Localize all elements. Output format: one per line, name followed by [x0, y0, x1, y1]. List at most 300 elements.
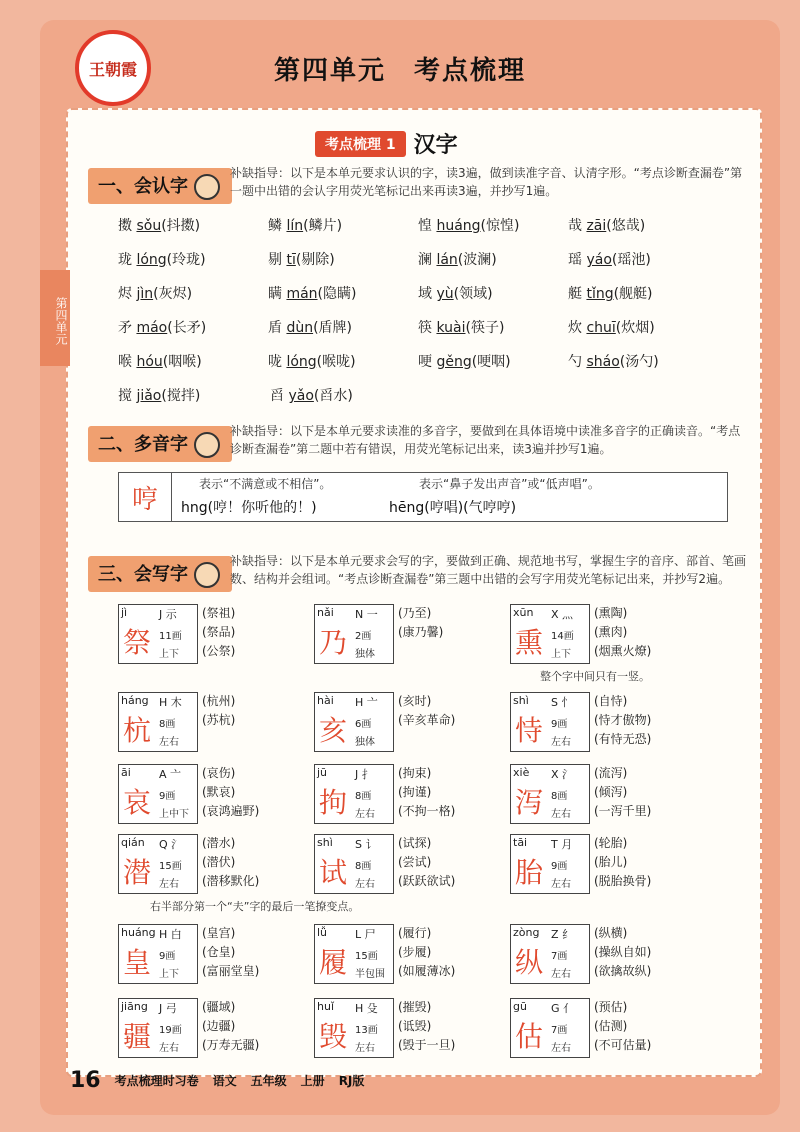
recognize-pinyin: yǎo	[288, 388, 314, 404]
recognize-word: (筷子)	[465, 320, 505, 336]
char-strokes: 15画	[355, 951, 378, 962]
char-seq-radical: H 殳	[355, 1002, 378, 1015]
char-glyph: 泻	[515, 786, 544, 819]
recognize-row	[118, 276, 718, 310]
grade: 五年级	[250, 1074, 287, 1088]
char-pinyin: zòng	[513, 926, 540, 939]
char-card	[118, 998, 198, 1058]
char-pinyin: hài	[317, 694, 334, 707]
char-words	[202, 924, 312, 981]
recognize-row	[118, 242, 718, 276]
note-qian: 右半部分第一个“夫”字的最后一笔撩变点。	[150, 900, 360, 913]
write-item	[118, 692, 308, 752]
recognize-char: 哽	[418, 354, 432, 370]
char-strokes: 8画	[355, 791, 372, 802]
recognize-item	[270, 385, 422, 405]
write-word: (仓皇)	[202, 945, 236, 959]
note-xun: 整个字中间只有一竖。	[540, 670, 650, 683]
section-write-tag: 三、会写字	[88, 556, 232, 592]
write-word: (祭品)	[202, 625, 236, 639]
write-word: (潜移默化)	[202, 874, 260, 888]
section-recognize-tag: 一、会认字	[88, 168, 232, 204]
recognize-char: 矛	[118, 320, 132, 336]
write-word: (康乃馨)	[398, 625, 444, 639]
recognize-word: (咽喉)	[162, 354, 202, 370]
char-pinyin: qián	[121, 836, 145, 849]
write-word: (摧毁)	[398, 1000, 432, 1014]
recognize-word: (领域)	[453, 286, 493, 302]
recognize-item	[418, 215, 568, 235]
recognize-word: (哽咽)	[471, 354, 511, 370]
recognize-char: 盾	[268, 320, 282, 336]
char-words	[594, 834, 704, 891]
write-item	[118, 834, 308, 894]
char-pinyin: háng	[121, 694, 149, 707]
recognize-pinyin: hóu	[136, 354, 163, 370]
recognize-item	[118, 351, 268, 371]
recognize-char: 搅	[118, 388, 132, 404]
recognize-pinyin: sháo	[586, 354, 620, 370]
write-word: (万寿无疆)	[202, 1038, 260, 1052]
recognize-item	[568, 215, 718, 235]
write-item	[510, 604, 700, 664]
char-glyph: 哀	[123, 786, 152, 819]
char-card	[510, 692, 590, 752]
recognize-word: (舀水)	[313, 388, 353, 404]
char-pinyin: tāi	[513, 836, 528, 849]
write-word: (试探)	[398, 836, 432, 850]
write-item	[118, 764, 308, 824]
recognize-pinyin: dùn	[286, 320, 314, 336]
char-card	[314, 834, 394, 894]
char-structure: 左右	[551, 1043, 571, 1054]
char-seq-radical: H 白	[159, 928, 182, 941]
char-strokes: 9画	[551, 719, 568, 730]
char-words	[398, 604, 508, 642]
recognize-word: (鳞片)	[303, 218, 343, 234]
char-glyph: 胎	[515, 856, 544, 889]
recognize-pinyin: chuī	[586, 320, 616, 336]
recognize-word: (长矛)	[167, 320, 207, 336]
recognize-item	[268, 249, 418, 269]
char-pinyin: huǐ	[317, 1000, 334, 1013]
char-strokes: 11画	[159, 631, 182, 642]
char-glyph: 试	[319, 856, 348, 889]
write-item	[314, 998, 504, 1058]
char-pinyin: jū	[317, 766, 328, 779]
char-glyph: 祭	[123, 626, 152, 659]
write-word: (尝试)	[398, 855, 432, 869]
write-item	[314, 692, 504, 752]
recognize-pinyin: máo	[136, 320, 168, 336]
recognize-item	[118, 215, 268, 235]
char-pinyin: xiè	[513, 766, 530, 779]
write-word: (自恃)	[594, 694, 628, 708]
write-word: (拘束)	[398, 766, 432, 780]
recognize-item	[418, 351, 568, 371]
write-word: (边疆)	[202, 1019, 236, 1033]
recognize-item	[118, 249, 268, 269]
char-card	[314, 924, 394, 984]
recognize-char: 瑶	[568, 252, 582, 268]
char-glyph: 纵	[515, 946, 544, 979]
char-card	[314, 692, 394, 752]
char-pinyin: xūn	[513, 606, 534, 619]
char-seq-radical: J 弓	[159, 1002, 177, 1015]
char-structure: 半包围	[355, 969, 385, 980]
edition: RJ版	[338, 1074, 365, 1088]
kp-badge: 考点梳理 1	[315, 131, 406, 157]
write-item	[118, 998, 308, 1058]
char-words	[398, 692, 508, 730]
char-strokes: 14画	[551, 631, 574, 642]
recognize-row	[118, 378, 718, 412]
char-words	[594, 998, 704, 1055]
side-tab: 第四单元	[40, 270, 70, 366]
recognize-pinyin: jiǎo	[136, 388, 162, 404]
recognize-item	[268, 351, 418, 371]
kp-title	[315, 128, 458, 159]
char-seq-radical: Q 氵	[159, 838, 183, 851]
char-card	[314, 998, 394, 1058]
char-strokes: 9画	[551, 861, 568, 872]
char-words	[202, 834, 312, 891]
recognize-char: 炊	[568, 320, 582, 336]
write-word: (不拘一格)	[398, 804, 456, 818]
recognize-item	[418, 283, 568, 303]
char-card	[314, 604, 394, 664]
write-word: (倾泻)	[594, 785, 628, 799]
recognize-item	[118, 283, 268, 303]
recognize-list	[118, 208, 718, 412]
char-structure: 左右	[159, 1043, 179, 1054]
section-write-hint: 补缺指导：以下是本单元要求会写的字，要做到正确、规范地书写，掌握生字的音序、部首、笔画数、结构并会组词。“考点诊断查漏卷”第三题中出错的会写字用荧光笔标记出来，并抄写2遍。	[230, 554, 747, 586]
write-word: (预估)	[594, 1000, 628, 1014]
char-structure: 上中下	[159, 809, 189, 820]
char-card	[510, 604, 590, 664]
char-structure: 左右	[551, 737, 571, 748]
char-structure: 左右	[355, 879, 375, 890]
recognize-char: 舀	[270, 388, 284, 404]
write-item	[314, 834, 504, 894]
char-strokes: 15画	[159, 861, 182, 872]
recognize-item	[268, 215, 418, 235]
write-item	[314, 764, 504, 824]
char-seq-radical: S 忄	[551, 696, 573, 709]
recognize-pinyin: huáng	[436, 218, 481, 234]
char-glyph: 估	[515, 1020, 544, 1053]
write-word: (欲擒故纵)	[594, 964, 652, 978]
char-glyph: 熏	[515, 626, 544, 659]
recognize-char: 瞒	[268, 286, 282, 302]
recognize-char: 勺	[568, 354, 582, 370]
write-word: (有恃无恐)	[594, 732, 652, 746]
char-seq-radical: L 尸	[355, 928, 376, 941]
write-word: (富丽堂皇)	[202, 964, 260, 978]
char-card	[118, 764, 198, 824]
char-card	[510, 998, 590, 1058]
write-item	[510, 692, 700, 752]
write-word: (熏肉)	[594, 625, 628, 639]
write-word: (不可估量)	[594, 1038, 652, 1052]
recognize-char: 域	[418, 286, 432, 302]
recognize-char: 烬	[118, 286, 132, 302]
recognize-item	[568, 351, 718, 371]
char-glyph: 拘	[319, 786, 348, 819]
recognize-pinyin: tǐng	[586, 286, 614, 302]
char-glyph: 杭	[123, 714, 152, 747]
write-word: (亥时)	[398, 694, 432, 708]
write-item	[118, 604, 308, 664]
char-pinyin: shì	[513, 694, 529, 707]
recognize-item	[118, 317, 268, 337]
volume: 上册	[300, 1074, 325, 1088]
char-strokes: 6画	[355, 719, 372, 730]
recognize-item	[568, 249, 718, 269]
char-structure: 左右	[355, 1043, 375, 1054]
recognize-pinyin: lán	[436, 252, 458, 268]
write-word: (操纵自如)	[594, 945, 652, 959]
char-structure: 上下	[159, 649, 179, 660]
recognize-char: 咙	[268, 354, 282, 370]
char-card	[510, 764, 590, 824]
recognize-char: 剔	[268, 252, 282, 268]
recognize-item	[418, 249, 568, 269]
char-glyph: 皇	[123, 946, 152, 979]
recognize-pinyin: yù	[436, 286, 454, 302]
recognize-pinyin: yáo	[586, 252, 612, 268]
recognize-char: 惶	[418, 218, 432, 234]
write-item	[510, 764, 700, 824]
recognize-row	[118, 344, 718, 378]
recognize-word: (瑶池)	[611, 252, 651, 268]
recognize-char: 澜	[418, 252, 432, 268]
char-seq-radical: J 示	[159, 608, 177, 621]
recognize-item	[268, 317, 418, 337]
recognize-item	[568, 317, 718, 337]
write-word: (流泻)	[594, 766, 628, 780]
char-pinyin: huáng	[121, 926, 156, 939]
recognize-pinyin: lóng	[286, 354, 317, 370]
recognize-row	[118, 310, 718, 344]
write-word: (拘谨)	[398, 785, 432, 799]
recognize-row	[118, 208, 718, 242]
char-pinyin: nǎi	[317, 606, 334, 619]
char-words	[202, 692, 312, 730]
recognize-char: 鳞	[268, 218, 282, 234]
brand-logo: 王朝霞	[75, 30, 151, 106]
char-strokes: 13画	[355, 1025, 378, 1036]
char-strokes: 19画	[159, 1025, 182, 1036]
char-structure: 左右	[159, 879, 179, 890]
recognize-char: 筷	[418, 320, 432, 336]
char-words	[202, 998, 312, 1055]
write-item	[510, 834, 700, 894]
poly-note-1: 表示“不满意或不相信”。	[199, 477, 332, 491]
char-words	[398, 764, 508, 821]
recognize-word: (喉咙)	[316, 354, 356, 370]
write-word: (步履)	[398, 945, 432, 959]
cartoon-icon	[194, 432, 220, 458]
char-strokes: 8画	[551, 791, 568, 802]
recognize-word: (搅拌)	[161, 388, 201, 404]
char-structure: 左右	[551, 969, 571, 980]
char-words	[398, 924, 508, 981]
char-glyph: 疆	[123, 1020, 152, 1053]
char-seq-radical: Z 纟	[551, 928, 574, 941]
recognize-char: 喉	[118, 354, 132, 370]
char-structure: 上下	[159, 969, 179, 980]
recognize-pinyin: zāi	[586, 218, 607, 234]
recognize-word: (抖擞)	[161, 218, 201, 234]
char-glyph: 乃	[319, 626, 348, 659]
char-glyph: 潜	[123, 856, 152, 889]
char-words	[202, 604, 312, 661]
char-pinyin: jiāng	[121, 1000, 148, 1013]
recognize-item	[418, 317, 568, 337]
recognize-pinyin: lín	[286, 218, 304, 234]
recognize-word: (悠哉)	[606, 218, 646, 234]
write-item	[510, 998, 700, 1058]
char-card	[510, 924, 590, 984]
write-word: (哀伤)	[202, 766, 236, 780]
char-words	[594, 604, 704, 661]
polyphonic-char: 哼	[119, 473, 172, 521]
write-word: (乃至)	[398, 606, 432, 620]
section-poly-tag: 二、多音字	[88, 426, 232, 462]
write-word: (估测)	[594, 1019, 628, 1033]
poly-entry-2: hēng(哼唱)(气哼哼)	[389, 500, 517, 516]
char-structure: 左右	[551, 809, 571, 820]
write-word: (烟熏火燎)	[594, 644, 652, 658]
write-word: (默哀)	[202, 785, 236, 799]
char-seq-radical: J 扌	[355, 768, 373, 781]
char-card	[118, 924, 198, 984]
recognize-pinyin: tī	[286, 252, 296, 268]
char-card	[118, 604, 198, 664]
subject: 语文	[212, 1074, 237, 1088]
char-seq-radical: X 氵	[551, 768, 574, 781]
write-word: (哀鸿遍野)	[202, 804, 260, 818]
write-word: (恃才傲物)	[594, 713, 652, 727]
recognize-char: 哉	[568, 218, 582, 234]
char-pinyin: jì	[121, 606, 128, 619]
char-strokes: 8画	[355, 861, 372, 872]
recognize-item	[118, 385, 270, 405]
recognize-word: (舰艇)	[613, 286, 653, 302]
kp-subtitle: 汉字	[413, 133, 458, 158]
write-word: (潜伏)	[202, 855, 236, 869]
recognize-word: (玲珑)	[166, 252, 206, 268]
char-glyph: 毁	[319, 1020, 348, 1053]
recognize-word: (盾牌)	[313, 320, 353, 336]
char-seq-radical: N 一	[355, 608, 378, 621]
write-word: (苏杭)	[202, 713, 236, 727]
char-seq-radical: H 木	[159, 696, 182, 709]
write-word: (公祭)	[202, 644, 236, 658]
char-card	[118, 834, 198, 894]
char-words	[594, 692, 704, 749]
char-glyph: 恃	[515, 714, 544, 747]
char-words	[594, 924, 704, 981]
write-word: (疆域)	[202, 1000, 236, 1014]
char-seq-radical: H 亠	[355, 696, 378, 709]
recognize-char: 珑	[118, 252, 132, 268]
char-card	[314, 764, 394, 824]
char-glyph: 亥	[319, 714, 348, 747]
char-seq-radical: T 月	[551, 838, 573, 851]
recognize-item	[568, 283, 718, 303]
write-word: (一泻千里)	[594, 804, 652, 818]
page-number: 16	[70, 1068, 101, 1093]
cartoon-icon	[194, 174, 220, 200]
recognize-word: (炊烟)	[615, 320, 655, 336]
char-pinyin: āi	[121, 766, 131, 779]
write-item	[118, 924, 308, 984]
polyphonic-box	[118, 472, 728, 522]
recognize-word: (隐瞒)	[317, 286, 357, 302]
char-strokes: 9画	[159, 791, 176, 802]
write-word: (履行)	[398, 926, 432, 940]
write-word: (胎儿)	[594, 855, 628, 869]
write-word: (轮胎)	[594, 836, 628, 850]
char-seq-radical: A 亠	[159, 768, 182, 781]
book-name: 考点梳理时习卷	[114, 1074, 199, 1088]
recognize-pinyin: mán	[286, 286, 318, 302]
cartoon-icon	[194, 562, 220, 588]
section-poly-hint: 补缺指导：以下是本单元要求读准的多音字，要做到在具体语境中读准多音字的正确读音。“考点诊断查漏卷”第二题中若有错误，用荧光笔标记出来，读3遍并抄写1遍。	[230, 424, 741, 456]
char-seq-radical: X 灬	[551, 608, 574, 621]
char-strokes: 9画	[159, 951, 176, 962]
write-word: (潜水)	[202, 836, 236, 850]
char-words	[398, 998, 508, 1055]
char-strokes: 2画	[355, 631, 372, 642]
unit-title: 第四单元 考点梳理	[273, 56, 526, 86]
write-word: (跃跃欲试)	[398, 874, 456, 888]
char-pinyin: gū	[513, 1000, 527, 1013]
char-structure: 独体	[355, 737, 375, 748]
recognize-word: (灰烬)	[153, 286, 193, 302]
recognize-word: (汤勺)	[619, 354, 659, 370]
recognize-pinyin: sǒu	[136, 218, 162, 234]
write-word: (毁于一旦)	[398, 1038, 456, 1052]
write-word: (如履薄冰)	[398, 964, 456, 978]
char-strokes: 7画	[551, 1025, 568, 1036]
char-words	[202, 764, 312, 821]
write-word: (诋毁)	[398, 1019, 432, 1033]
write-word: (杭州)	[202, 694, 236, 708]
char-card	[118, 692, 198, 752]
char-pinyin: shì	[317, 836, 333, 849]
char-card	[510, 834, 590, 894]
char-seq-radical: S 讠	[355, 838, 377, 851]
char-pinyin: lǚ	[317, 926, 328, 939]
write-item	[510, 924, 700, 984]
char-structure: 上下	[551, 649, 571, 660]
char-words	[398, 834, 508, 891]
recognize-pinyin: jìn	[136, 286, 154, 302]
recognize-word: (惊惶)	[480, 218, 520, 234]
char-seq-radical: G 亻	[551, 1002, 575, 1015]
section-recognize-hint: 补缺指导：以下是本单元要求认识的字，读3遍，做到读准字音、认清字形。“考点诊断查漏卷”第一题中出错的会认字用荧光笔标记出来再读3遍，并抄写1遍。	[230, 166, 743, 198]
write-word: (辛亥革命)	[398, 713, 456, 727]
char-structure: 左右	[159, 737, 179, 748]
char-structure: 独体	[355, 649, 375, 660]
poly-note-2: 表示“鼻子发出声音”或“低声唱”。	[419, 477, 600, 491]
char-strokes: 8画	[159, 719, 176, 730]
char-strokes: 7画	[551, 951, 568, 962]
recognize-item	[268, 283, 418, 303]
